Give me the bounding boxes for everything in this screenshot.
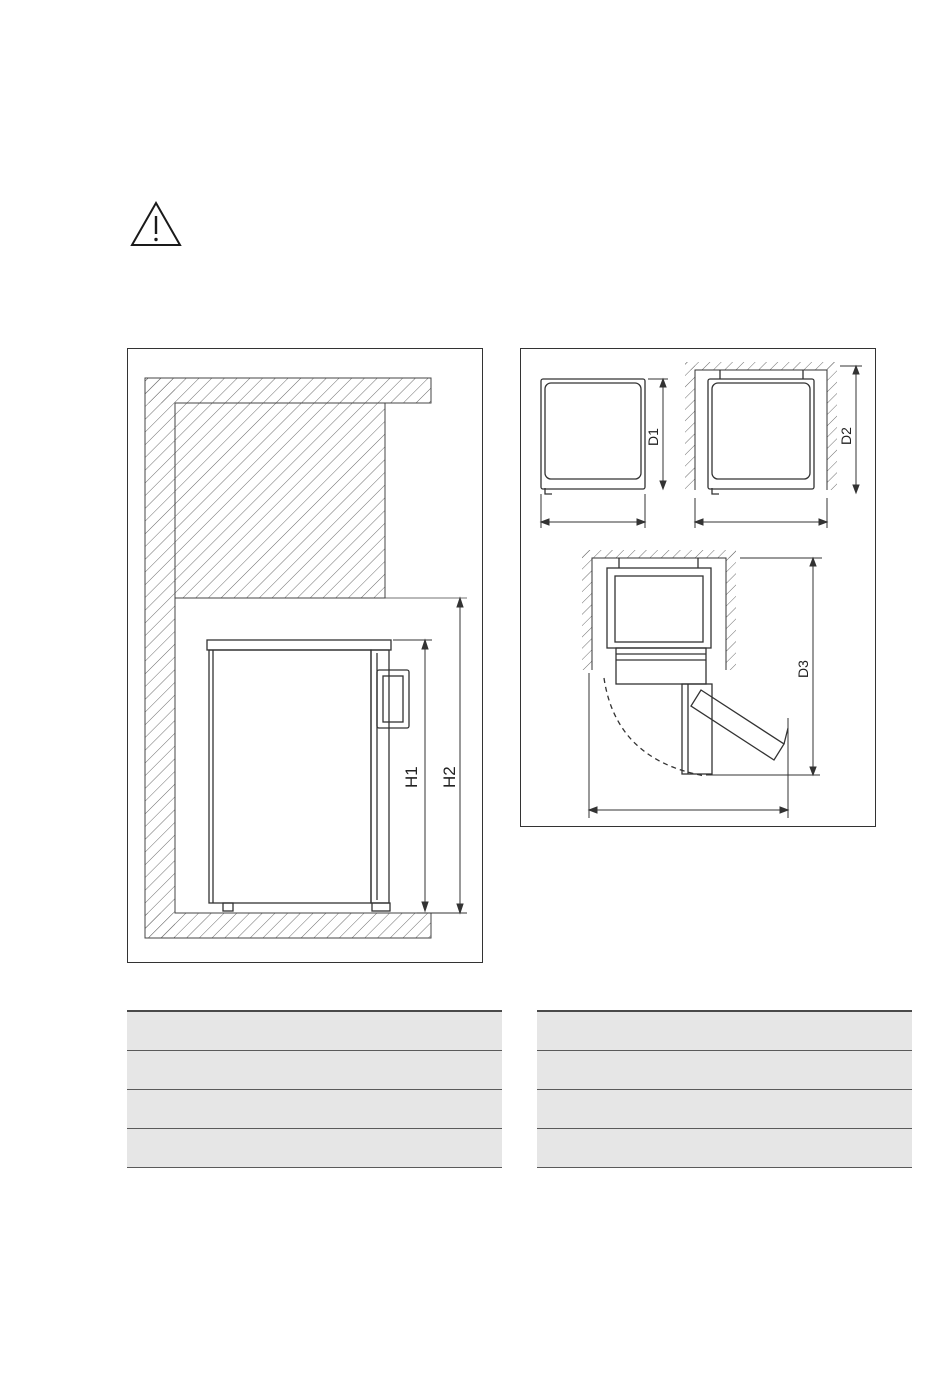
dimensions-table-right xyxy=(537,1010,912,1168)
d2-label: D2 xyxy=(838,427,854,445)
h1-label: H1 xyxy=(402,766,421,788)
table-row xyxy=(537,1128,912,1167)
table-row xyxy=(127,1128,502,1167)
installation-side-view-figure xyxy=(127,348,483,963)
table-row xyxy=(537,1089,912,1128)
warning-triangle-icon xyxy=(130,200,182,248)
table-row xyxy=(537,1050,912,1089)
dimensions-table-left xyxy=(127,1010,502,1168)
h2-label: H2 xyxy=(440,766,459,788)
d3-label: D3 xyxy=(795,660,811,678)
d1-label: D1 xyxy=(645,428,661,446)
table-row xyxy=(127,1050,502,1089)
table-row xyxy=(127,1089,502,1128)
table-row xyxy=(537,1011,912,1050)
installation-plan-view-figure xyxy=(520,348,876,827)
table-row xyxy=(127,1011,502,1050)
